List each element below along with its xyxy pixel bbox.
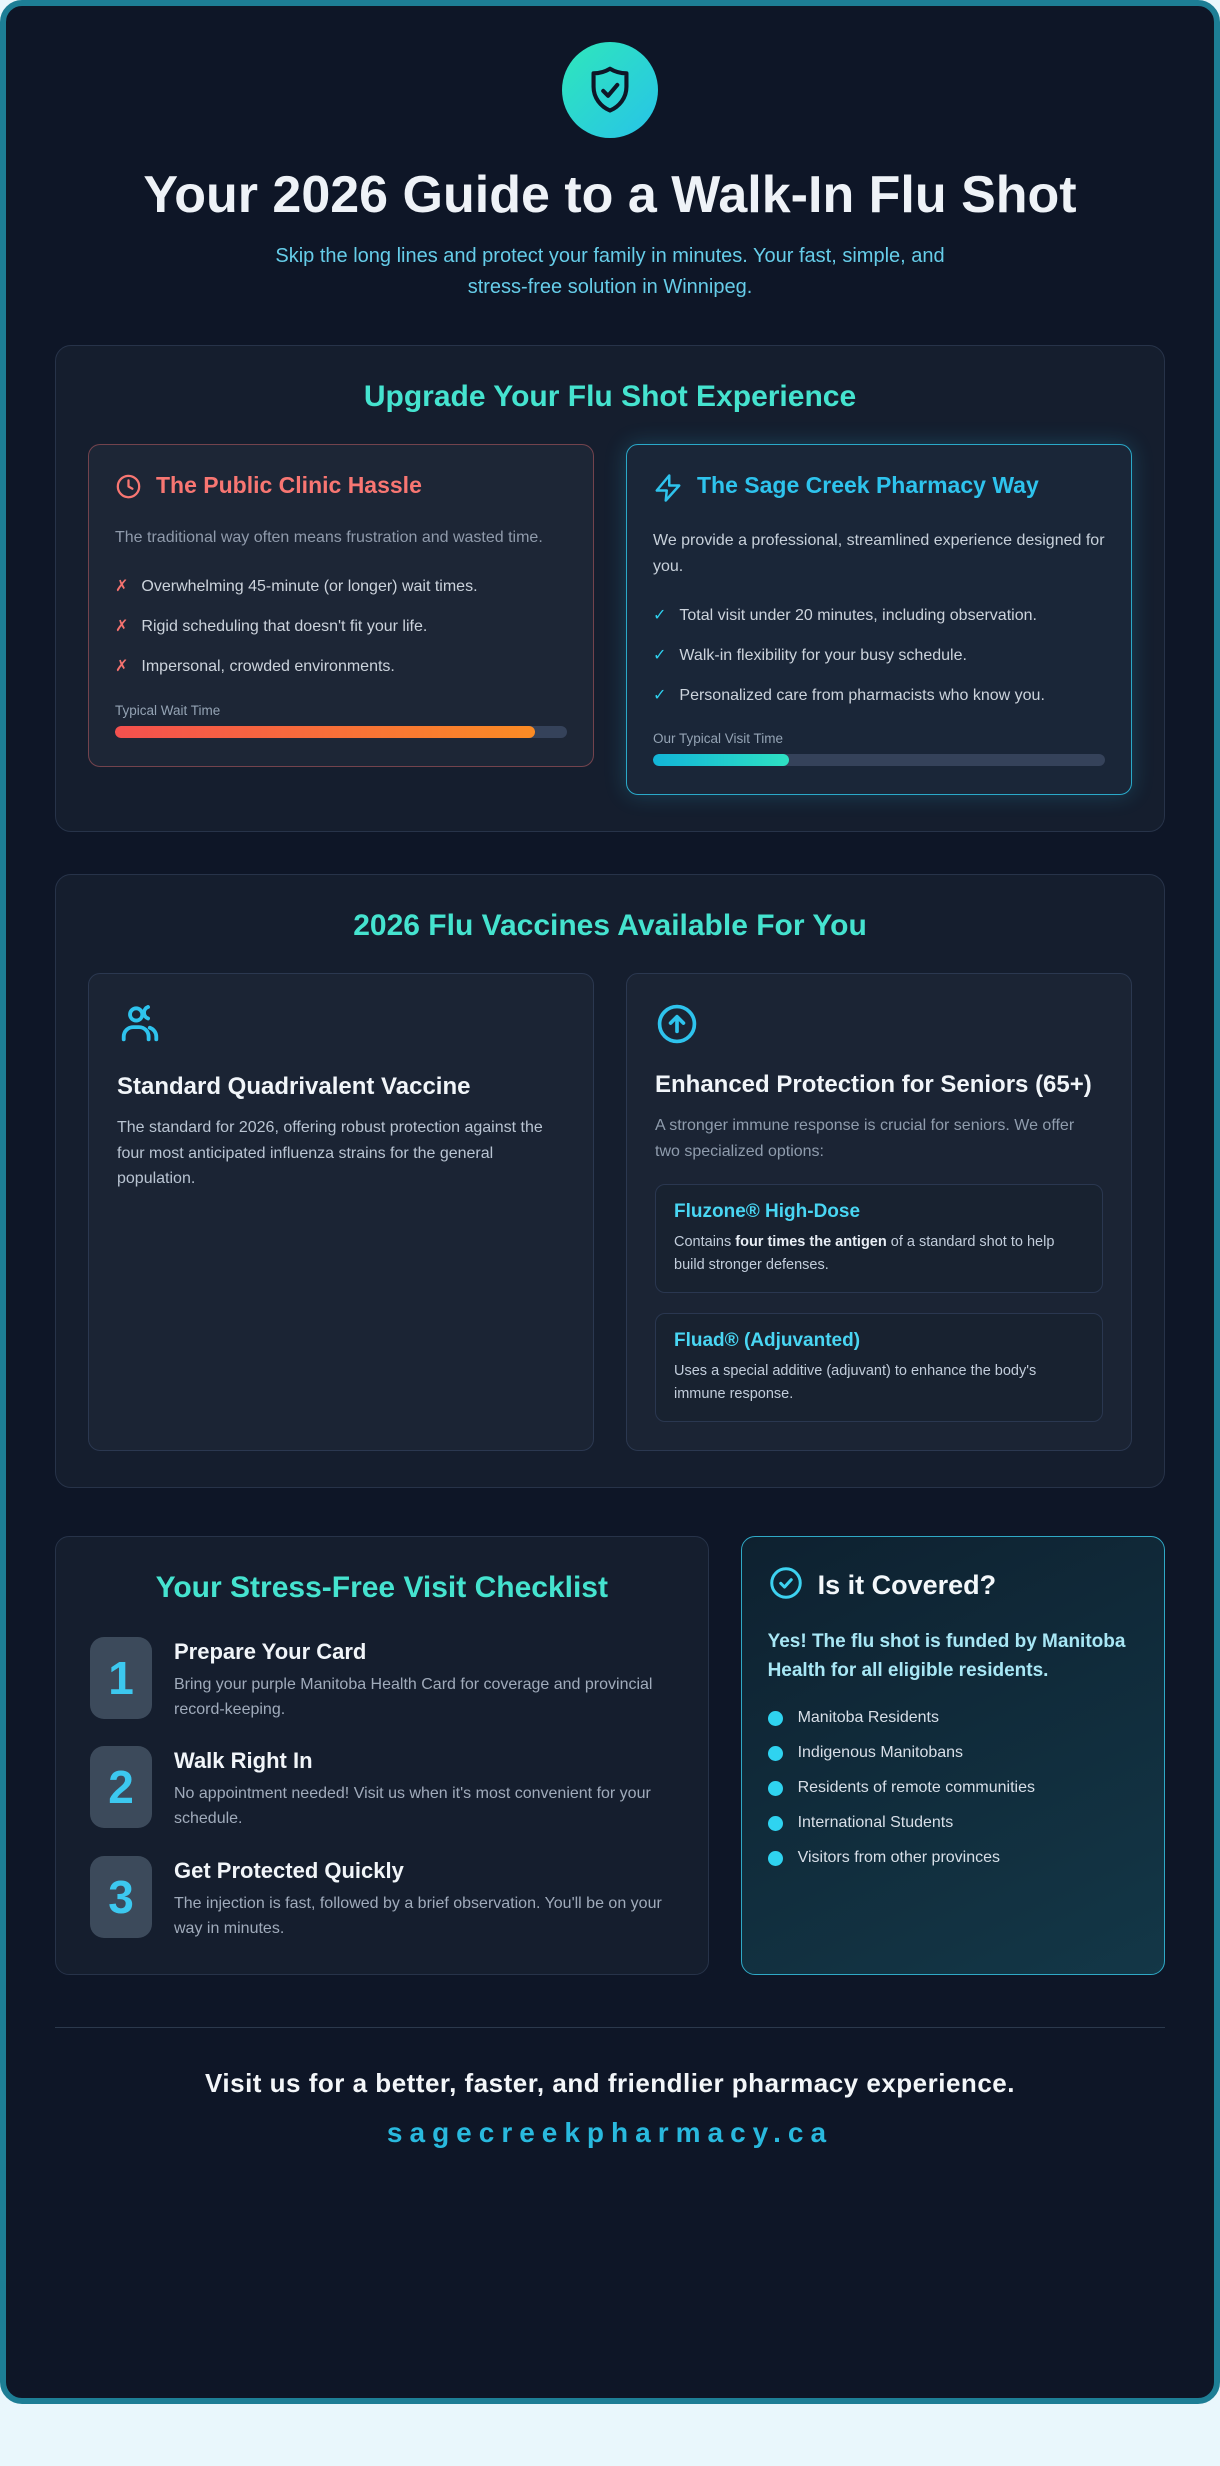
list-item bbox=[768, 1744, 1138, 1762]
check-circle-icon bbox=[768, 1565, 804, 1606]
clock-icon bbox=[115, 471, 142, 505]
checklist-step bbox=[90, 1856, 674, 1942]
step-body: Bring your purple Manitoba Health Card for coverage and provincial record-keeping. bbox=[174, 1675, 653, 1718]
hassle-card-title: The Public Clinic Hassle bbox=[156, 472, 422, 499]
list-item-text: Total visit under 20 minutes, including observation. bbox=[679, 606, 1037, 624]
list-item bbox=[115, 655, 567, 678]
list-item-text: Indigenous Manitobans bbox=[797, 1744, 964, 1762]
list-item bbox=[768, 1849, 1138, 1867]
bullet-dot-icon bbox=[768, 1711, 783, 1726]
step-title: Get Protected Quickly bbox=[174, 1857, 404, 1883]
list-item bbox=[768, 1779, 1138, 1797]
sage-creek-way-card bbox=[626, 444, 1132, 795]
option-name: Fluad® (Adjuvanted) bbox=[674, 1330, 861, 1352]
section-title: 2026 Flu Vaccines Available For You bbox=[353, 909, 867, 943]
option-description: Contains four times the antigen of a standard shot to help build stronger defenses. bbox=[674, 1234, 1055, 1273]
section-title: Upgrade Your Flu Shot Experience bbox=[363, 380, 857, 414]
step-body: No appointment needed! Visit us when it's most convenient for your schedule. bbox=[174, 1785, 651, 1828]
list-item bbox=[768, 1709, 1138, 1727]
list-item bbox=[653, 644, 1105, 667]
coverage-statement: Yes! The flu shot is funded by Manitoba Health for all eligible residents. bbox=[767, 1631, 1126, 1681]
bullet-dot-icon bbox=[768, 1781, 783, 1796]
page-subtitle: Skip the long lines and protect your family in minutes. Your fast, simple, and stress-free solution in Winnipeg. bbox=[275, 245, 945, 299]
wait-time-meter bbox=[115, 703, 567, 738]
checklist-step bbox=[90, 1746, 674, 1832]
footer-message: Visit us for a better, faster, and friendlier pharmacy experience. bbox=[205, 2067, 1015, 2098]
footer bbox=[55, 2027, 1165, 2149]
list-item-text: Rigid scheduling that doesn't fit your life. bbox=[141, 618, 428, 636]
step-title: Prepare Your Card bbox=[174, 1638, 367, 1664]
public-clinic-hassle-card bbox=[88, 444, 594, 766]
seniors-vaccine-card bbox=[626, 973, 1132, 1451]
list-item-text: Residents of remote communities bbox=[797, 1779, 1036, 1797]
seniors-vaccine-body: A stronger immune response is crucial for seniors. We offer two specialized options: bbox=[655, 1117, 1075, 1160]
option-name: Fluzone® High-Dose bbox=[674, 1201, 861, 1223]
step-number-badge: 3 bbox=[90, 1856, 152, 1938]
fluzone-option-box bbox=[655, 1184, 1103, 1293]
coverage-card bbox=[741, 1536, 1165, 1974]
arrow-up-circle-icon bbox=[655, 1033, 699, 1050]
x-mark-icon: ✗ bbox=[115, 618, 129, 636]
list-item-text: Walk-in flexibility for your busy schedule. bbox=[679, 646, 967, 664]
list-item bbox=[768, 1814, 1138, 1832]
way-list bbox=[653, 604, 1105, 708]
eligible-groups-list bbox=[768, 1709, 1138, 1867]
fluad-option-box bbox=[655, 1313, 1103, 1422]
lightning-icon bbox=[653, 471, 683, 508]
list-item bbox=[115, 615, 567, 638]
bullet-dot-icon bbox=[768, 1851, 783, 1866]
bullet-dot-icon bbox=[768, 1746, 783, 1761]
step-number-badge: 2 bbox=[90, 1746, 152, 1828]
list-item-text: Overwhelming 45-minute (or longer) wait times. bbox=[141, 578, 478, 596]
visit-checklist-card bbox=[55, 1536, 709, 1974]
meter-label: Typical Wait Time bbox=[115, 702, 221, 718]
step-number-badge: 1 bbox=[90, 1637, 152, 1719]
seniors-vaccine-title: Enhanced Protection for Seniors (65+) bbox=[655, 1071, 1092, 1099]
checklist-title: Your Stress-Free Visit Checklist bbox=[155, 1571, 608, 1605]
visit-time-meter bbox=[653, 731, 1105, 766]
standard-vaccine-title: Standard Quadrivalent Vaccine bbox=[117, 1073, 471, 1101]
list-item bbox=[653, 604, 1105, 627]
standard-vaccine-card bbox=[88, 973, 594, 1451]
check-mark-icon: ✓ bbox=[653, 646, 667, 664]
bullet-dot-icon bbox=[768, 1816, 783, 1831]
way-card-title: The Sage Creek Pharmacy Way bbox=[697, 472, 1039, 499]
list-item-text: Impersonal, crowded environments. bbox=[141, 658, 395, 676]
list-item-text: International Students bbox=[797, 1814, 954, 1832]
coverage-title: Is it Covered? bbox=[817, 1570, 997, 1601]
x-mark-icon: ✗ bbox=[115, 658, 129, 676]
hero-section bbox=[55, 42, 1165, 303]
meter-fill bbox=[115, 726, 535, 738]
checklist-step bbox=[90, 1637, 674, 1723]
list-item bbox=[653, 684, 1105, 707]
list-item-text: Personalized care from pharmacists who know you. bbox=[679, 687, 1045, 704]
meter-track bbox=[115, 726, 567, 738]
hassle-card-intro: The traditional way often means frustration and wasted time. bbox=[115, 529, 543, 547]
page-title: Your 2026 Guide to a Walk-In Flu Shot bbox=[143, 166, 1077, 224]
meter-track bbox=[653, 754, 1105, 766]
step-body: The injection is fast, followed by a brief observation. You'll be on your way in minutes. bbox=[174, 1894, 662, 1937]
option-description: Uses a special additive (adjuvant) to enhance the body's immune response. bbox=[674, 1363, 1037, 1402]
list-item bbox=[115, 575, 567, 598]
check-mark-icon: ✓ bbox=[653, 606, 667, 624]
standard-vaccine-body: The standard for 2026, offering robust protection against the four most anticipated influenza strains for the general population. bbox=[117, 1119, 543, 1188]
way-card-intro: We provide a professional, streamlined experience designed for you. bbox=[653, 532, 1105, 576]
meter-fill bbox=[653, 754, 789, 766]
check-mark-icon: ✓ bbox=[653, 687, 667, 704]
people-icon bbox=[117, 1035, 163, 1052]
x-mark-icon: ✗ bbox=[115, 578, 129, 596]
meter-label: Our Typical Visit Time bbox=[653, 731, 784, 747]
step-title: Walk Right In bbox=[174, 1748, 313, 1774]
shield-check-icon bbox=[562, 42, 658, 138]
section-vaccines bbox=[55, 874, 1165, 1488]
hassle-list bbox=[115, 575, 567, 679]
section-upgrade-experience bbox=[55, 345, 1165, 832]
list-item-text: Visitors from other provinces bbox=[797, 1849, 1001, 1867]
website-link[interactable]: sagecreekpharmacy.ca bbox=[386, 2116, 834, 2148]
list-item-text: Manitoba Residents bbox=[797, 1709, 939, 1727]
